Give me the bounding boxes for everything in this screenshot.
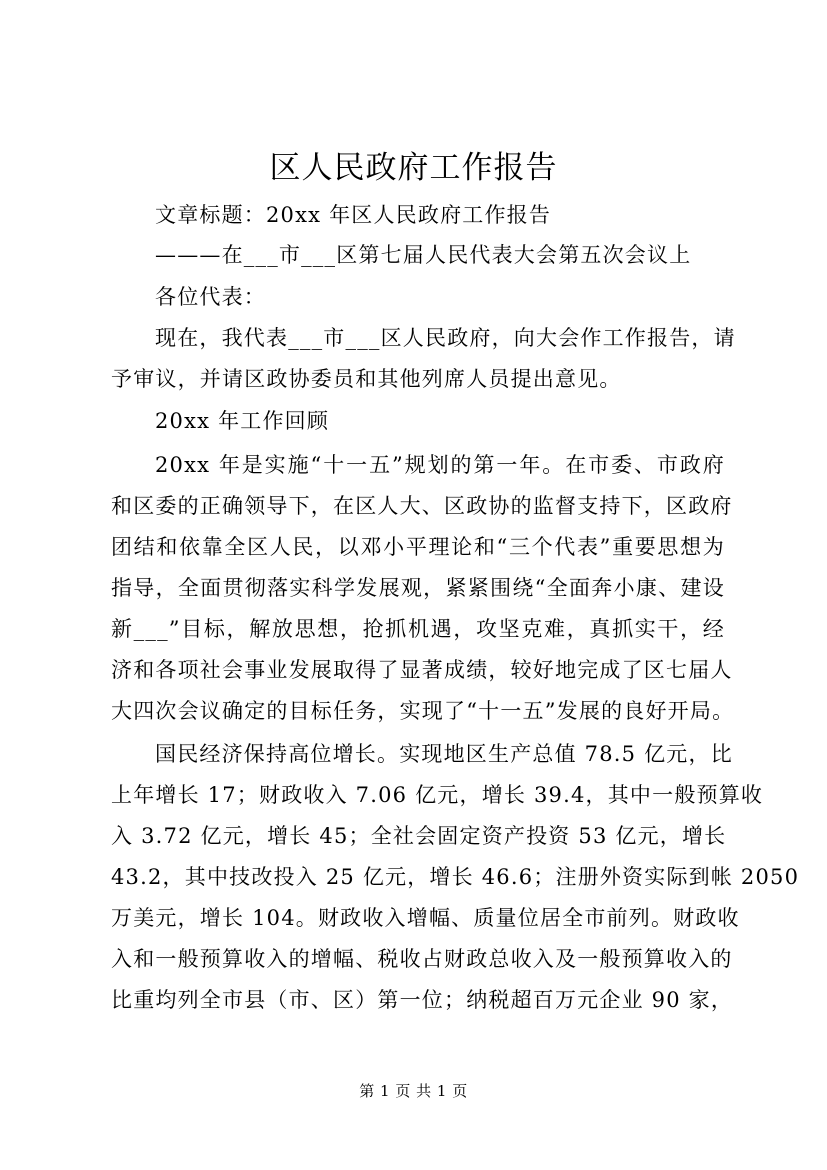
- paragraph-line: 和区委的正确领导下，在区人大、区政协的监督支持下，区政府: [111, 494, 733, 518]
- paragraph-line: 新___”目标，解放思想，抢抓机遇，攻坚克难，真抓实干，经: [111, 617, 725, 641]
- paragraph-line: 现在，我代表___市___区人民政府，向大会作工作报告，请: [155, 326, 736, 350]
- meeting-subtitle-line: ———在___市___区第七届人民代表大会第五次会议上: [155, 243, 692, 267]
- article-title-line: 文章标题：20xx 年区人民政府工作报告: [155, 203, 552, 227]
- document-title: 区人民政府工作报告: [269, 150, 558, 186]
- paragraph-line: 入 3.72 亿元，增长 45；全社会固定资产投资 53 亿元，增长: [111, 824, 727, 848]
- paragraph-line: 国民经济保持高位增长。实现地区生产总值 78.5 亿元，比: [155, 742, 733, 766]
- paragraph-line: 团结和依靠全区人民，以邓小平理论和“三个代表”重要思想为: [111, 535, 725, 559]
- paragraph-line: 入和一般预算收入的增幅、税收占财政总收入及一般预算收入的: [111, 947, 733, 971]
- page-number-footer: 第 1 页 共 1 页: [359, 1082, 468, 1100]
- paragraph-line: 上年增长 17；财政收入 7.06 亿元，增长 39.4，其中一般预算收: [111, 783, 764, 807]
- paragraph-line: 万美元，增长 104。财政收入增幅、质量位居全市前列。财政收: [111, 906, 740, 930]
- paragraph-line: 43.2，其中技改投入 25 亿元，增长 46.6；注册外资实际到帐 2050: [111, 865, 800, 889]
- paragraph-line: 20xx 年是实施“十一五”规划的第一年。在市委、市政府: [155, 453, 725, 477]
- paragraph-line: 大四次会议确定的目标任务，实现了“十一五”发展的良好开局。: [111, 699, 735, 723]
- section-heading: 20xx 年工作回顾: [155, 409, 330, 433]
- paragraph-line: 指导，全面贯彻落实科学发展观，紧紧围绕“全面奔小康、建设: [111, 576, 725, 600]
- paragraph-line: 比重均列全市县（市、区）第一位；纳税超百万元企业 90 家，: [111, 988, 734, 1012]
- paragraph-line: 济和各项社会事业发展取得了显著成绩，较好地完成了区七届人: [111, 658, 733, 682]
- salutation-line: 各位代表：: [155, 285, 266, 309]
- paragraph-line: 予审议，并请区政协委员和其他列席人员提出意见。: [111, 367, 622, 391]
